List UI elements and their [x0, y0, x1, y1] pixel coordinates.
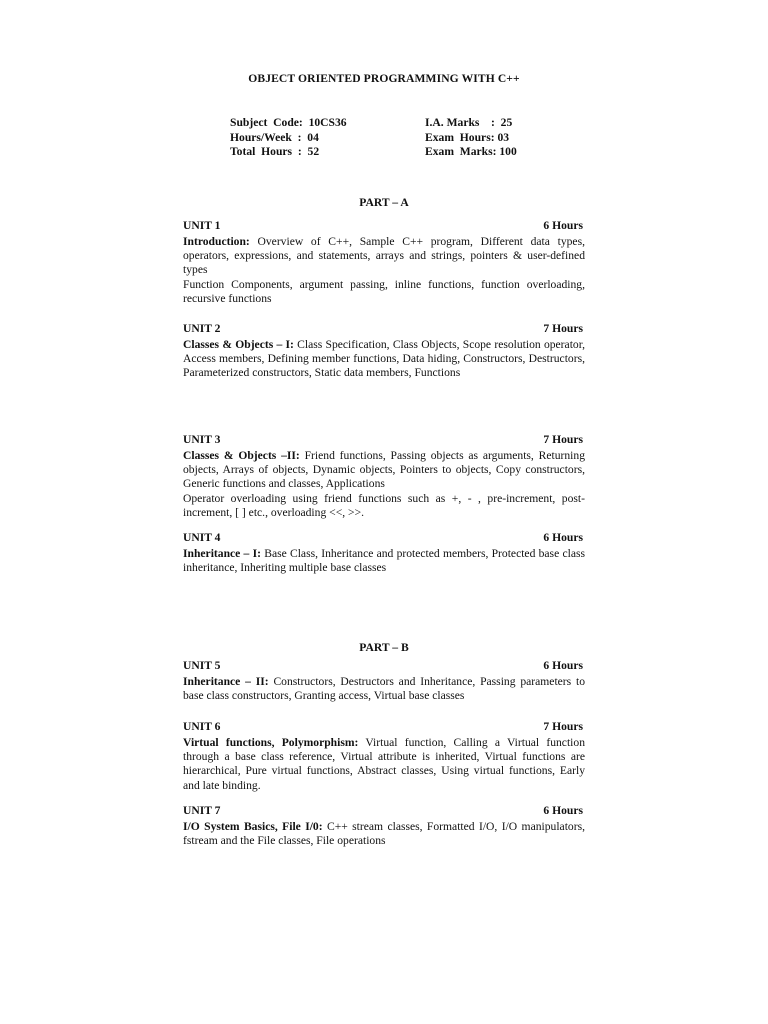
- exam-hours: Exam Hours: 03: [425, 130, 510, 144]
- unit-header: [183, 804, 585, 820]
- unit-hours: 7 Hours: [543, 720, 583, 733]
- unit-header: [183, 219, 585, 235]
- topic-text: Base Class, Inheritance and protected members, Protected base class inheritance, Inheriting multiple base classes: [183, 547, 585, 575]
- unit-description: [183, 820, 585, 848]
- topic-text: Class Specification, Class Objects, Scope resolution operator, Access members, Defining member functions, Data hiding, Constructors, Destructors, Parameterized constructors, Static data members, Functions: [183, 338, 586, 380]
- unit-hours: 7 Hours: [543, 433, 583, 446]
- topic-lead: Introduction:: [183, 235, 250, 248]
- unit-title: UNIT 5: [183, 659, 221, 672]
- hours-per-week: Hours/Week : 04: [230, 130, 319, 144]
- exam-marks: Exam Marks: 100: [425, 145, 517, 159]
- unit-header: [183, 659, 585, 675]
- unit-header: [183, 322, 585, 338]
- unit-description: [183, 235, 585, 278]
- topic-text: Constructors, Destructors and Inheritance, Passing parameters to base class constructors, Granting access, Virtual base classes: [183, 675, 586, 703]
- part-b-heading: PART – B: [359, 641, 409, 654]
- subject-code: Subject Code: 10CS36: [230, 116, 347, 129]
- topic-lead: Virtual functions, Polymorphism:: [183, 736, 359, 749]
- topic-text: C++ stream classes, Formatted I/O, I/O manipulators, fstream and the File classes, File operations: [183, 820, 585, 848]
- unit-header: [183, 531, 585, 547]
- topic-lead: Classes & Objects – I:: [183, 338, 294, 351]
- unit-title: UNIT 6: [183, 720, 221, 733]
- topic-text: Operator overloading using friend functions such as +, - , pre-increment, post-increment, [ ] etc., overloading <<, >>.: [183, 491, 585, 519]
- topic-lead: Inheritance – I:: [183, 547, 261, 560]
- unit-5: [183, 659, 585, 703]
- unit-3: [183, 433, 585, 520]
- subject-info-left: [230, 116, 347, 160]
- topic-text: Overview of C++, Sample C++ program, Different data types, operators, expressions, and statements, arrays and strings, pointers & user-defined types: [183, 235, 585, 277]
- unit-description: [183, 278, 585, 306]
- total-hours: Total Hours : 52: [230, 145, 320, 159]
- unit-title: UNIT 4: [183, 531, 221, 544]
- unit-description: [183, 547, 585, 575]
- topic-text: Virtual function, Calling a Virtual function through a base class reference, Virtual attribute is inherited, Virtual functions are hierarchical, Pure virtual functions, Abstract classes, Using virtual functions, Early and late binding.: [183, 736, 585, 792]
- unit-description: [183, 338, 585, 381]
- part-a-heading: PART – A: [359, 196, 409, 209]
- topic-lead: Classes & Objects –II:: [183, 449, 300, 462]
- unit-hours: 6 Hours: [543, 531, 583, 544]
- unit-title: UNIT 2: [183, 322, 221, 335]
- unit-hours: 6 Hours: [543, 804, 583, 817]
- unit-hours: 6 Hours: [543, 219, 583, 232]
- unit-4: [183, 531, 585, 575]
- unit-hours: 6 Hours: [543, 659, 583, 672]
- topic-text: Friend functions, Passing objects as arguments, Returning objects, Arrays of objects, Dynamic objects, Pointers to objects, Copy constructors, Generic functions and classes, Applications: [183, 449, 585, 491]
- unit-description: [183, 449, 585, 492]
- page-title: OBJECT ORIENTED PROGRAMMING WITH C++: [248, 72, 520, 85]
- unit-title: UNIT 7: [183, 804, 221, 817]
- unit-6: [183, 720, 585, 793]
- topic-text: Function Components, argument passing, inline functions, function overloading, recursive functions: [183, 277, 585, 305]
- unit-description: [183, 675, 585, 703]
- unit-description: [183, 736, 585, 793]
- unit-header: [183, 433, 585, 449]
- unit-7: [183, 804, 585, 848]
- unit-1: [183, 219, 585, 306]
- unit-title: UNIT 3: [183, 433, 221, 446]
- topic-lead: Inheritance – II:: [183, 675, 269, 688]
- topic-lead: I/O System Basics, File I/0:: [183, 820, 323, 833]
- unit-description: [183, 492, 585, 520]
- unit-2: [183, 322, 585, 381]
- subject-info-right: [425, 116, 517, 160]
- unit-title: UNIT 1: [183, 219, 221, 232]
- unit-hours: 7 Hours: [543, 322, 583, 335]
- unit-header: [183, 720, 585, 736]
- ia-marks: I.A. Marks : 25: [425, 116, 513, 129]
